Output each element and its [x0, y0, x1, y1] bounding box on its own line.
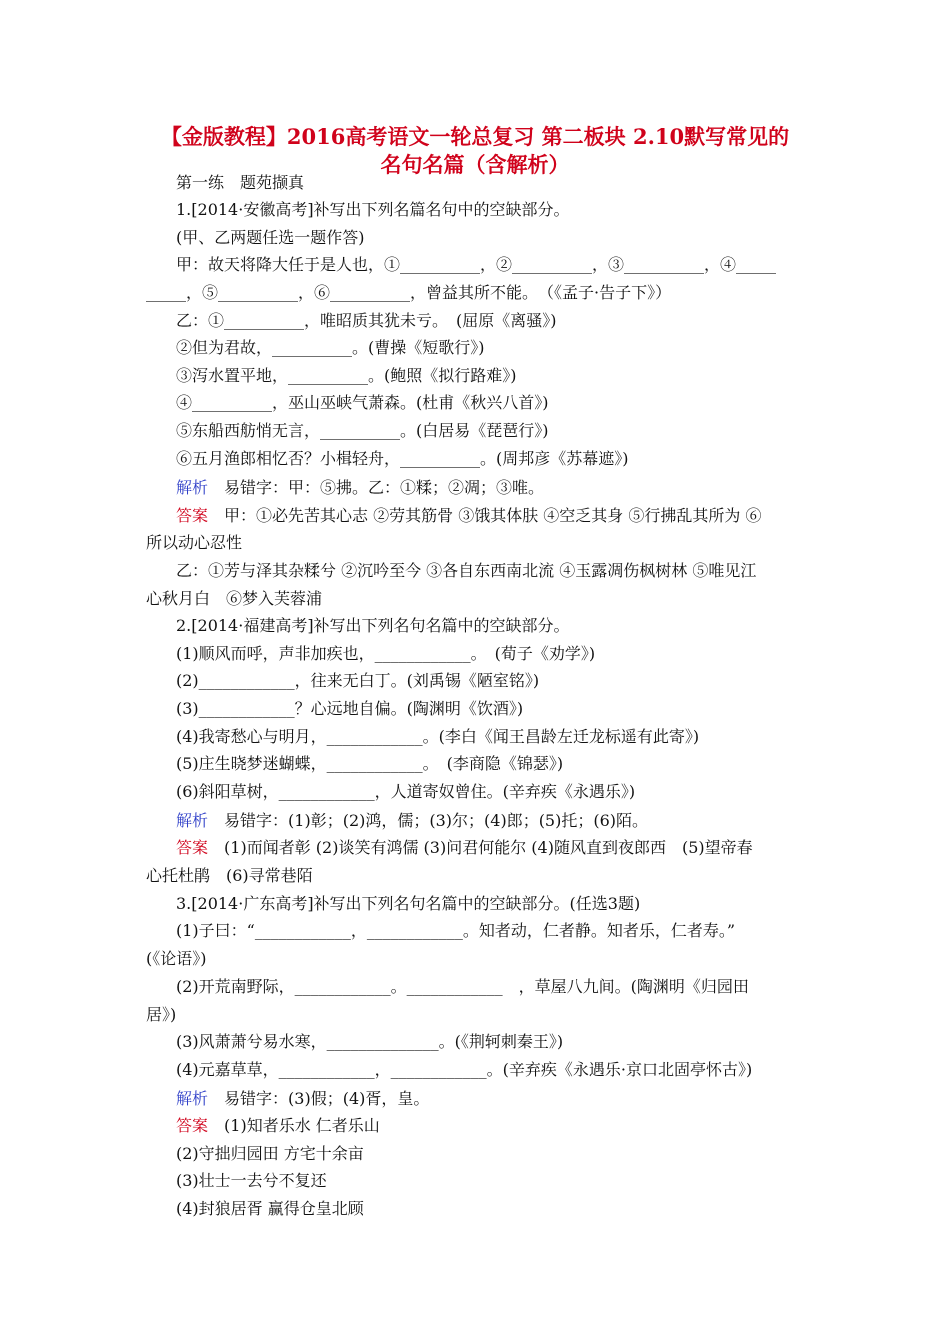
question-1-yi-5: ⑤东船西舫悄无言，__________。(白居易《琵琶行》) — [176, 421, 549, 440]
question-3-item-2-cont: 居》) — [146, 1005, 177, 1024]
analysis-text: 易错字：(3)假；(4)胥，皇。 — [224, 1089, 430, 1108]
question-3-stem: 3.[2014·广东高考]补写出下列名句名篇中的空缺部分。(任选3题) — [176, 894, 641, 913]
answer-tag: 答案 — [176, 506, 209, 525]
analysis-tag: 解析 — [176, 1089, 209, 1108]
question-1-jia: 甲：故天将降大任于是人也，①__________，②__________，③__________，④_____ — [176, 255, 777, 274]
question-2-analysis — [176, 810, 648, 832]
analysis-tag: 解析 — [176, 478, 209, 497]
question-1-analysis — [176, 477, 544, 499]
answer-tag: 答案 — [176, 838, 209, 857]
answer-text: (1)知者乐水 仁者乐山 — [224, 1116, 380, 1135]
question-3-answer — [176, 1115, 380, 1137]
doc-title-line-1: 【金版教程】2016高考语文一轮总复习 第二板块 2.10默写常见的 — [160, 124, 790, 149]
question-1-yi-4: ④__________，巫山巫峡气萧森。(杜甫《秋兴八首》) — [176, 393, 549, 412]
question-3-item-3: (3)风萧萧兮易水寒，______________。(《荆轲刺秦王》) — [176, 1032, 564, 1051]
question-2-item-6: (6)斜阳草树，____________，人道寄奴曾住。(辛弃疾《永遇乐》) — [176, 782, 636, 801]
question-2-item-4: (4)我寄愁心与明月，____________。(李白《闻王昌龄左迁龙标遥有此寄》) — [176, 727, 700, 746]
question-2-item-2: (2)____________，往来无白丁。(刘禹锡《陋室铭》) — [176, 671, 540, 690]
answer-tag: 答案 — [176, 1116, 209, 1135]
question-2-item-5: (5)庄生晓梦迷蝴蝶，____________。 (李商隐《锦瑟》) — [176, 754, 564, 773]
question-3-analysis — [176, 1088, 429, 1110]
question-3-answer-2: (2)守拙归园田 方宅十余亩 — [176, 1144, 364, 1163]
answer-text: (1)而闻者彰 (2)谈笑有鸿儒 (3)问君何能尔 (4)随风直到夜郎西 (5)望帝春 — [224, 838, 753, 857]
answer-text: 甲：①必先苦其心志 ②劳其筋骨 ③饿其体肤 ④空乏其身 ⑤行拂乱其所为 ⑥ — [224, 506, 762, 525]
question-1-yi-3: ③泻水置平地，__________。(鲍照《拟行路难》) — [176, 366, 517, 385]
question-3-item-1-cont: (《论语》) — [146, 949, 207, 968]
question-3-item-2: (2)开荒南野际，____________。____________ ，草屋八九间。(陶渊明《归园田 — [176, 977, 749, 996]
question-1-note: (甲、乙两题任选一题作答) — [176, 228, 365, 247]
question-1-stem: 1.[2014·安徽高考]补写出下列名篇名句中的空缺部分。 — [176, 200, 570, 219]
question-1-answer — [176, 505, 761, 527]
question-3-item-1: (1)子曰：“____________，____________。知者动，仁者静。知者乐，仁者寿。” — [176, 921, 736, 940]
question-2-answer-cont: 心托杜鹃 (6)寻常巷陌 — [146, 866, 313, 885]
question-1-jia-cont: _____，⑤__________，⑥__________，曾益其所不能。 （《孟子·告子下》） — [146, 283, 672, 302]
question-3-answer-4: (4)封狼居胥 赢得仓皇北顾 — [176, 1199, 364, 1218]
analysis-text: 易错字：(1)彰；(2)鸿，儒；(3)尔；(4)郎；(5)托；(6)陌。 — [224, 811, 649, 830]
question-2-stem: 2.[2014·福建高考]补写出下列名句名篇中的空缺部分。 — [176, 616, 570, 635]
section-heading: 第一练 题苑撷真 — [176, 173, 305, 192]
question-1-answer-yi: 乙：①芳与泽其杂糅兮 ②沉吟至今 ③各自东西南北流 ④玉露凋伤枫树林 ⑤唯见江 — [176, 561, 757, 580]
question-3-answer-3: (3)壮士一去兮不复还 — [176, 1171, 327, 1190]
question-2-answer — [176, 837, 753, 859]
analysis-text: 易错字：甲：⑤拂。乙：①糅；②凋；③唯。 — [224, 478, 545, 497]
question-2-item-1: (1)顺风而呼，声非加疾也，____________。 (荀子《劝学》) — [176, 644, 596, 663]
question-1-yi-1: 乙：①__________，唯昭质其犹未亏。 (屈原《离骚》) — [176, 311, 557, 330]
question-1-yi-6: ⑥五月渔郎相忆否？小楫轻舟，__________。(周邦彦《苏幕遮》) — [176, 449, 629, 468]
question-1-answer-cont: 所以动心忍性 — [146, 533, 243, 552]
analysis-tag: 解析 — [176, 811, 209, 830]
question-3-item-4: (4)元嘉草草，____________，____________。(辛弃疾《永遇乐·京口北固亭怀古》) — [176, 1060, 753, 1079]
question-1-yi-2: ②但为君故，__________。(曹操《短歌行》) — [176, 338, 485, 357]
question-1-answer-yi-cont: 心秋月白 ⑥梦入芙蓉浦 — [146, 589, 323, 608]
doc-title-line-2: 名句名篇（含解析） — [380, 152, 570, 177]
question-2-item-3: (3)____________？心远地自偏。(陶渊明《饮酒》) — [176, 699, 524, 718]
